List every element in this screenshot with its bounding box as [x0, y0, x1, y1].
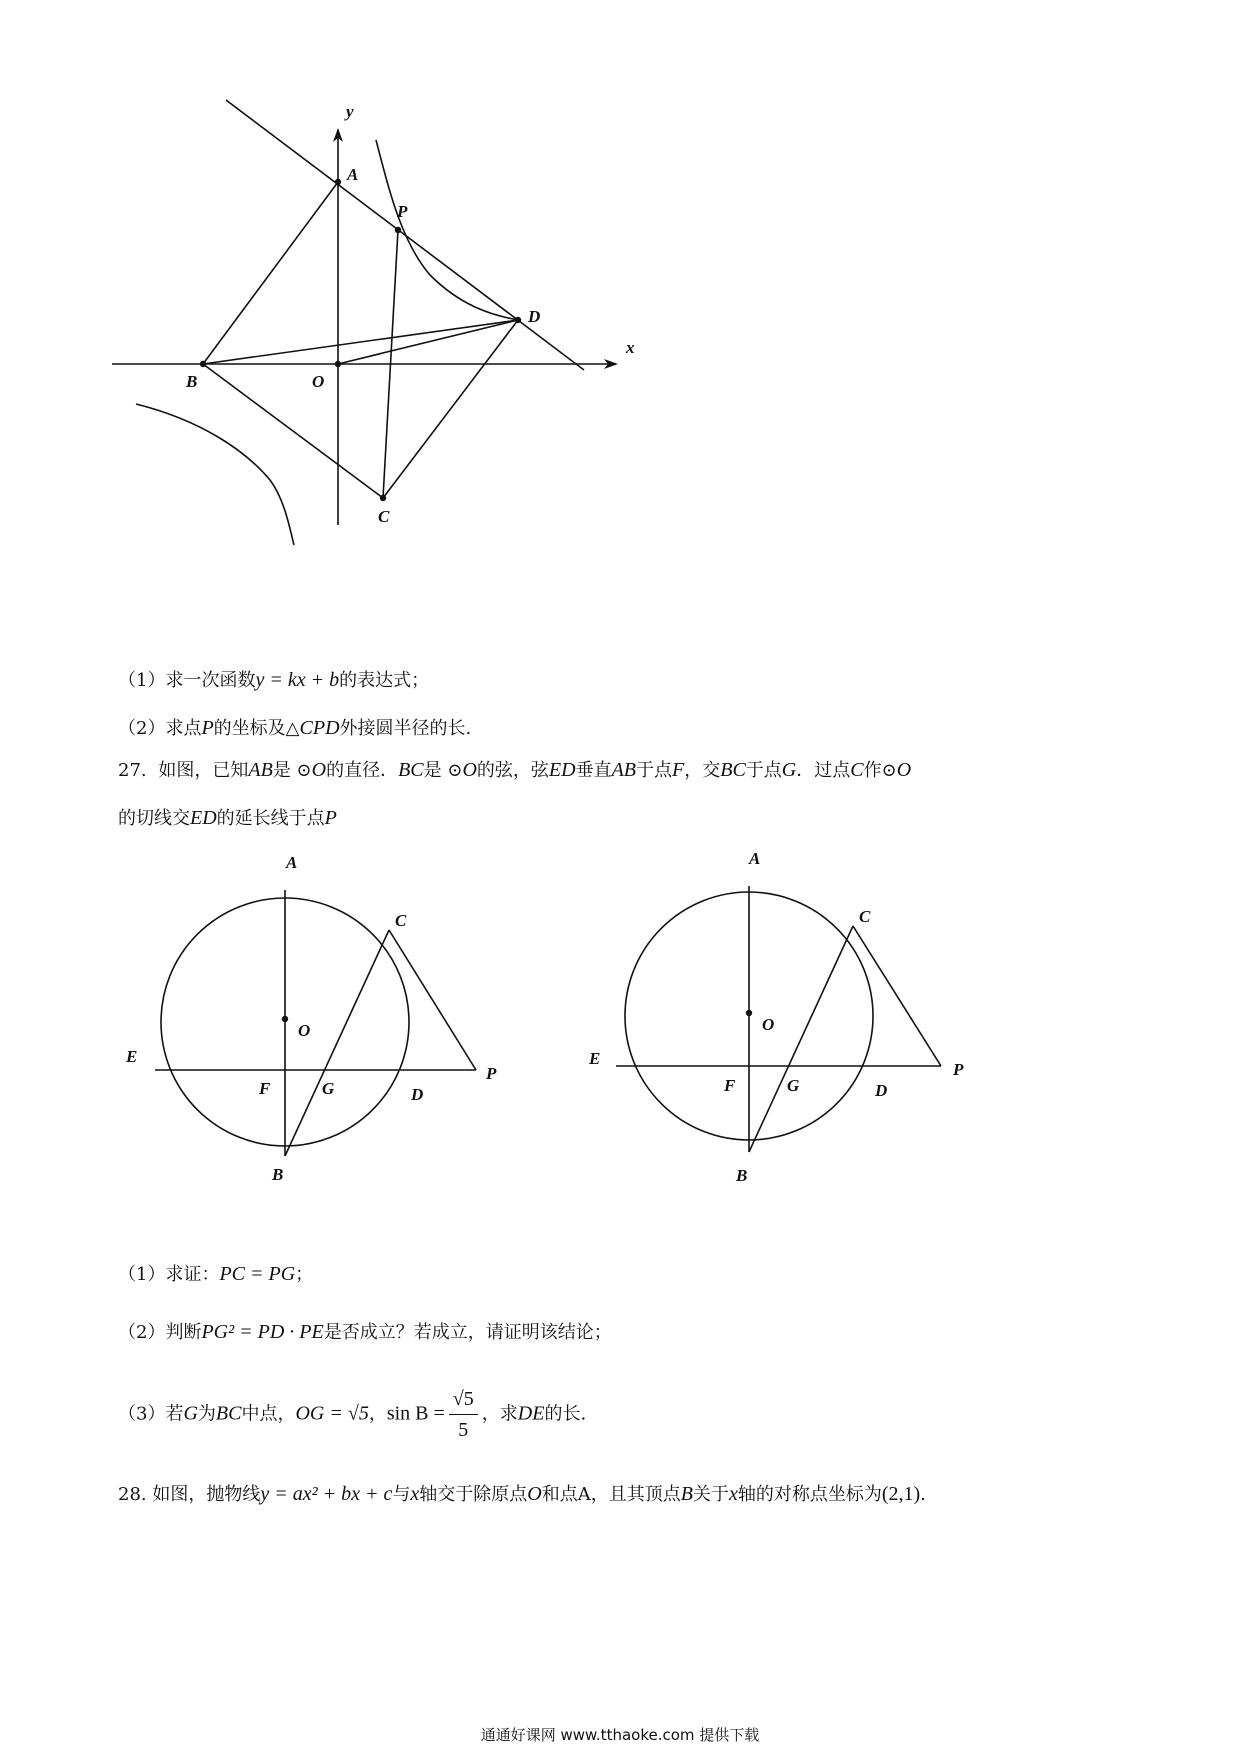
stem-segment: ，交 [684, 760, 721, 781]
point-C-label: C [378, 507, 390, 526]
stem-segment: O [462, 759, 477, 781]
label-A: A [286, 855, 298, 872]
stem-segment: ED [190, 807, 217, 829]
point-P-label: P [397, 202, 408, 221]
label-G: G [322, 1079, 335, 1098]
stem-segment: 作⊙ [863, 760, 897, 781]
label-O: O [762, 1015, 775, 1034]
label-D: D [411, 1085, 424, 1104]
label-P: P [486, 1064, 497, 1083]
stem-segment: AB [611, 759, 637, 781]
stem-segment: 垂直 [575, 760, 612, 781]
problem28-stem: 28. 如图，抛物线y = ax² + bx + c与x轴交于除原点O和点A，且其顶点B关于x轴的对称点坐标为(2,1). [118, 1483, 926, 1505]
stem-segment: AB [248, 759, 273, 781]
stem-segment: BC [720, 759, 746, 781]
stem-segment: 于点 [636, 760, 673, 781]
stem-segment: 的延长线于点 [216, 808, 325, 829]
point-O-label: O [312, 372, 325, 391]
problem27-q1: （1）求证：PC = PG； [118, 1263, 314, 1285]
point-A-label: A [347, 165, 359, 184]
circle-figure-right [573, 851, 993, 1191]
problem27-q3: （3）若G为BC中点，OG = √5，sin B = $\frac{√5}{5}$ ，求DE的长. [118, 1384, 586, 1445]
stem-segment: BC [398, 759, 424, 781]
stem-segment: 的弦，弦 [476, 760, 549, 781]
page-footer: 通通好课网 www.tthaoke.com 提供下载 [480, 1726, 760, 1744]
stem-segment: 是 ⊙ [272, 760, 312, 781]
label-C: C [859, 907, 871, 926]
problem27-q2: （2）判断PG² = PD · PE是否成立？若成立，请证明该结论； [118, 1321, 612, 1343]
coordinate-figure [100, 90, 740, 560]
point-D-label: D [528, 307, 541, 326]
stem-segment: P [324, 807, 337, 829]
y-axis-label: y [346, 102, 354, 121]
label-O: O [298, 1021, 311, 1040]
stem-segment: C [850, 759, 864, 781]
problem27-stem-line1: 27. 如图，已知AB是 ⊙O的直径．BC是 ⊙O的弦，弦ED垂直AB于点F，交BC于点G．过点C作⊙O [118, 759, 912, 781]
stem-segment: ．过点 [796, 760, 851, 781]
stem-segment: G [781, 759, 797, 781]
x-axis-label: x [626, 338, 635, 357]
label-C: C [395, 911, 407, 930]
problem26-q1: （1）求一次函数y = kx + b的表达式； [118, 669, 430, 691]
label-E: E [589, 1049, 601, 1068]
problem27-stem-line2 [118, 806, 337, 831]
stem-segment: F [672, 759, 685, 781]
label-F: F [724, 1076, 736, 1095]
problem26-q2: （2）求点P的坐标及△CPD外接圆半径的长. [118, 717, 472, 739]
stem-segment: 于点 [745, 760, 782, 781]
sinB-fraction: $\frac{√5}{5}$ [449, 1384, 478, 1445]
label-G: G [787, 1076, 800, 1095]
stem-segment: 的直径． [326, 760, 399, 781]
label-D: D [875, 1081, 888, 1100]
label-E: E [126, 1047, 138, 1066]
circle-figure-left [110, 855, 530, 1195]
stem-segment: ED [548, 759, 576, 781]
stem-segment: O [311, 759, 327, 781]
stem-segment: O [896, 759, 912, 781]
label-F: F [259, 1079, 271, 1098]
point-B-label: B [186, 372, 198, 391]
stem-segment: 如图，已知 [158, 760, 249, 781]
label-P: P [953, 1060, 964, 1079]
hyperbola-branch-lower [136, 404, 294, 545]
stem-segment: 的切线交 [118, 808, 190, 829]
label-B: B [736, 1166, 748, 1185]
stem-segment: 是 ⊙ [423, 760, 463, 781]
label-B: B [272, 1165, 284, 1184]
label-A: A [749, 851, 761, 868]
